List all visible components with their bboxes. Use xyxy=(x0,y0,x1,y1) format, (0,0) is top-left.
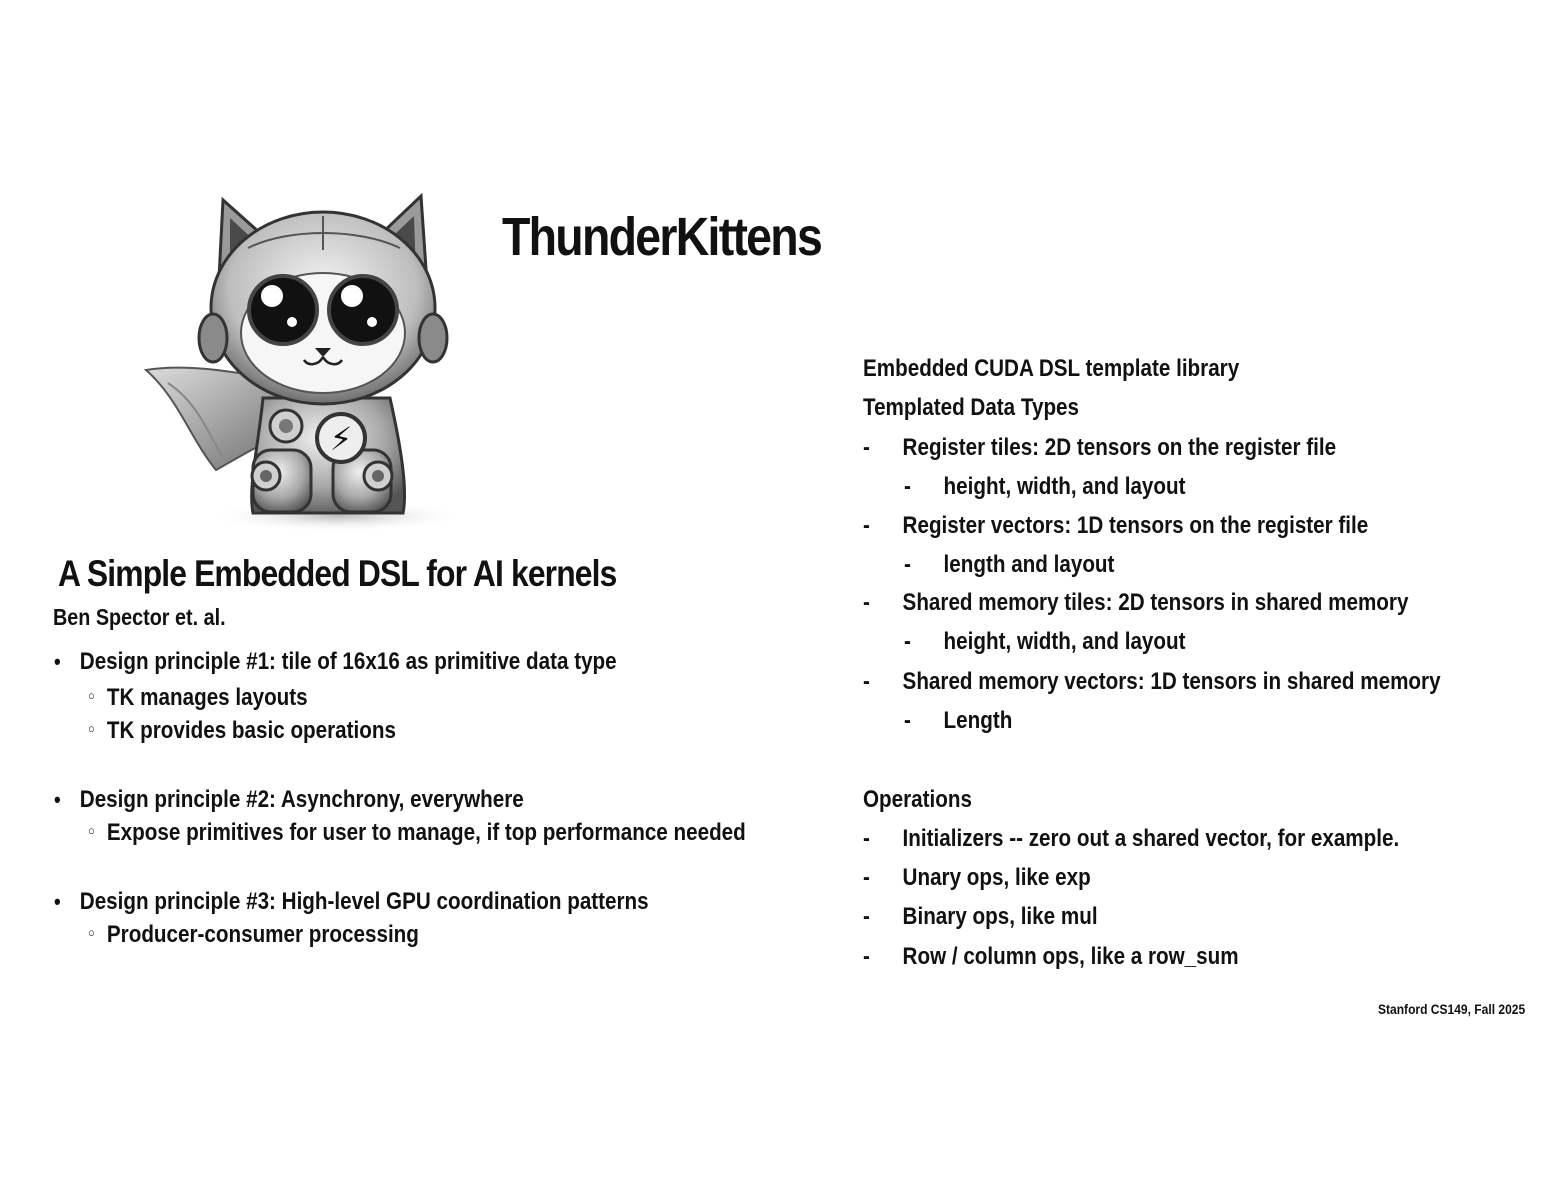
robot-kitten-icon xyxy=(138,188,490,538)
author-line: Ben Spector et. al. xyxy=(53,604,226,630)
dash-icon: - xyxy=(904,473,911,500)
operations-heading: Operations xyxy=(863,786,972,813)
data-type-item xyxy=(863,589,1408,617)
data-type-detail-label: height, width, and layout xyxy=(943,473,1186,500)
dash-icon: - xyxy=(904,551,911,578)
dash-icon: - xyxy=(863,864,870,891)
operation-item xyxy=(863,864,1091,892)
bullet-icon: • xyxy=(54,787,61,812)
subitem-label: Producer-consumer processing xyxy=(106,921,419,948)
data-type-detail xyxy=(904,473,1186,501)
bullet-icon: • xyxy=(54,889,61,914)
data-type-label: Register vectors: 1D tensors on the register file xyxy=(902,512,1369,539)
data-type-detail xyxy=(904,551,1114,579)
dash-icon: - xyxy=(863,903,870,930)
dash-icon: - xyxy=(863,434,870,461)
data-type-item xyxy=(863,512,1368,540)
principle-subitem xyxy=(88,819,746,847)
dash-icon: - xyxy=(863,512,870,539)
data-type-item xyxy=(863,434,1336,462)
data-type-detail-label: Length xyxy=(943,707,1013,734)
principle-item xyxy=(54,888,649,916)
principle-subitem xyxy=(88,921,419,949)
operation-label: Initializers -- zero out a shared vector, for example. xyxy=(902,825,1400,852)
principle-item xyxy=(54,648,617,676)
circle-bullet-icon: ○ xyxy=(88,688,95,704)
principle-subitem xyxy=(88,717,396,745)
operation-item xyxy=(863,943,1239,971)
operation-item xyxy=(863,825,1399,853)
operation-label: Row / column ops, like a row_sum xyxy=(902,943,1239,970)
dash-icon: - xyxy=(904,628,911,655)
dash-icon: - xyxy=(863,668,870,695)
data-type-label: Shared memory tiles: 2D tensors in shared memory xyxy=(902,589,1409,616)
principle-label: Design principle #3: High-level GPU coordination patterns xyxy=(79,888,649,915)
dash-icon: - xyxy=(863,825,870,852)
principle-label: Design principle #2: Asynchrony, everywhere xyxy=(79,786,524,813)
circle-bullet-icon: ○ xyxy=(88,721,95,737)
data-types-heading: Templated Data Types xyxy=(863,394,1080,421)
subitem-label: TK manages layouts xyxy=(106,684,308,711)
operation-item xyxy=(863,903,1098,931)
bullet-icon: • xyxy=(54,649,61,674)
subitem-label: TK provides basic operations xyxy=(106,717,396,744)
data-type-detail xyxy=(904,628,1186,656)
data-type-detail-label: length and layout xyxy=(943,551,1115,578)
circle-bullet-icon: ○ xyxy=(88,823,95,839)
slide-title: ThunderKittens xyxy=(502,207,822,267)
dash-icon: - xyxy=(863,943,870,970)
subitem-label: Expose primitives for user to manage, if top performance needed xyxy=(106,819,746,846)
course-footer: Stanford CS149, Fall 2025 xyxy=(1377,1001,1525,1017)
dash-icon: - xyxy=(863,589,870,616)
data-type-detail-label: height, width, and layout xyxy=(943,628,1186,655)
principle-label: Design principle #1: tile of 16x16 as primitive data type xyxy=(79,648,617,675)
data-type-item xyxy=(863,668,1441,696)
slide-subtitle: A Simple Embedded DSL for AI kernels xyxy=(58,553,617,594)
operation-label: Unary ops, like exp xyxy=(902,864,1091,891)
circle-bullet-icon: ○ xyxy=(88,925,95,941)
operation-label: Binary ops, like mul xyxy=(902,903,1098,930)
data-type-label: Shared memory vectors: 1D tensors in shared memory xyxy=(902,668,1441,695)
principle-subitem xyxy=(88,684,308,712)
library-intro: Embedded CUDA DSL template library xyxy=(863,355,1240,382)
data-type-label: Register tiles: 2D tensors on the register file xyxy=(902,434,1337,461)
lightning-bolt-icon: ⚡ xyxy=(329,420,353,458)
principle-item xyxy=(54,786,524,814)
data-type-detail xyxy=(904,707,1012,735)
dash-icon: - xyxy=(904,707,911,734)
